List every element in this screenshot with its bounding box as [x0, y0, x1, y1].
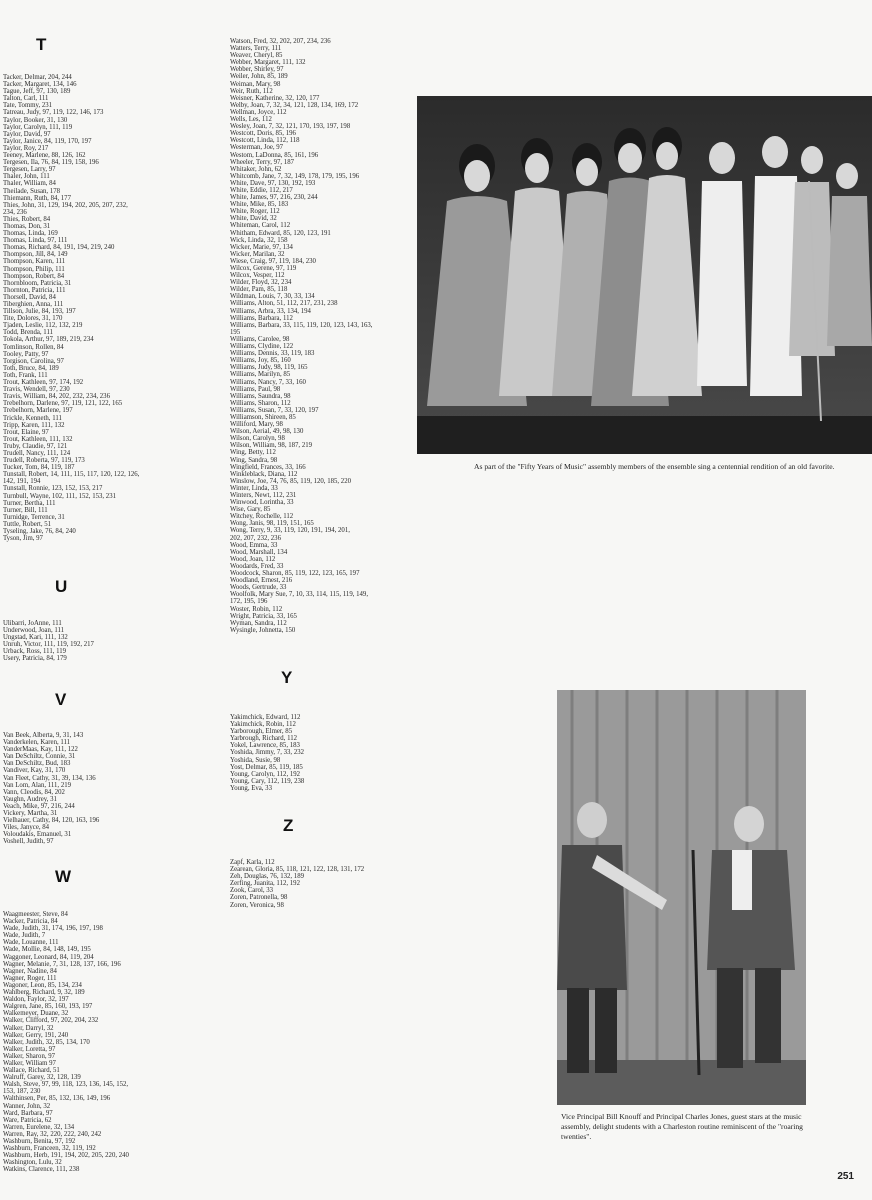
- index-entry: Westcott, Linda, 112, 118: [230, 137, 300, 145]
- index-entry: Whiteman, Carol, 112: [230, 222, 291, 230]
- index-entry: 172, 195, 196: [230, 598, 268, 606]
- index-entry: Zoren, Patronella, 98: [230, 894, 288, 902]
- index-entry: Tomlinson, Rollen, 84: [3, 343, 64, 351]
- index-entry: White, David, 32: [230, 215, 277, 223]
- name-list-z: [230, 859, 364, 909]
- index-entry: Tergesen, Ila, 76, 84, 119, 158, 196: [3, 159, 99, 167]
- index-entry: Woodland, Ernest, 216: [230, 577, 293, 585]
- index-entry: Wright, Patricia, 33, 165: [230, 612, 297, 620]
- index-entry: Wilder, Pam, 85, 118: [230, 286, 288, 294]
- index-entry: Tacker, Margaret, 134, 146: [3, 81, 77, 89]
- name-list-u: [3, 620, 94, 663]
- index-entry: Zook, Carol, 33: [230, 887, 274, 895]
- section-letter-w: W: [55, 867, 72, 886]
- index-entry: Wagner, Melanie, 7, 31, 128, 137, 166, 196: [3, 960, 121, 968]
- index-entry: Taylor, Roy, 217: [3, 144, 49, 152]
- index-entry: Turner, Bertha, 111: [3, 499, 56, 507]
- index-entry: Williamson, Shireen, 85: [230, 413, 296, 421]
- index-entry: Yokel, Lawrence, 85, 183: [230, 742, 300, 750]
- index-entry: Watson, Fred, 32, 202, 207, 234, 236: [230, 38, 331, 45]
- index-entry: Vann, Cleodis, 84, 202: [3, 788, 65, 796]
- index-entry: Wesley, Joan, 7, 32, 121, 170, 193, 197, 198: [230, 123, 351, 131]
- index-entry: Tatreau, Judy, 97, 119, 122, 146, 173: [3, 109, 104, 117]
- index-entry: Trout, Elaine, 97: [3, 428, 49, 436]
- index-entry: Woodcock, Sharon, 85, 119, 122, 123, 165, 197: [230, 570, 360, 578]
- index-entry: Williams, Joy, 85, 160: [230, 357, 291, 365]
- index-entry: Williams, Clydine, 122: [230, 343, 294, 351]
- index-entry: Thompson, Karen, 111: [3, 258, 66, 266]
- index-entry: Wagner, Nadine, 84: [3, 967, 57, 975]
- section-letter-t: T: [36, 35, 47, 54]
- index-entry: Vielhauer, Cathy, 84, 120, 163, 196: [3, 817, 100, 825]
- index-entry: Trickle, Kenneth, 111: [3, 414, 62, 422]
- index-entry: Tite, Dolores, 31, 170: [3, 315, 63, 323]
- index-entry: Wells, Les, 112: [230, 116, 272, 124]
- index-entry: Walker, Darryl, 32: [3, 1024, 54, 1032]
- index-entry: Wilcox, Gerene, 97, 119: [230, 265, 297, 272]
- index-entry: Wicker, Marilan, 32: [230, 250, 285, 258]
- index-entry: Unruh, Victor, 111, 119, 192, 217: [3, 641, 94, 649]
- index-entry: Wood, Marshall, 134: [230, 548, 288, 556]
- index-entry: Zearean, Gloria, 85, 118, 121, 122, 128, 131, 172: [230, 866, 365, 874]
- index-entry: Thiemann, Ruth, 84, 177: [3, 194, 71, 202]
- index-entry: Thaler, John, 111: [3, 173, 50, 181]
- index-entry: Van Fleet, Cathy, 31, 39, 134, 136: [3, 774, 96, 782]
- index-entry: Tuttle, Robert, 51: [3, 520, 52, 528]
- index-entry: Wilder, Floyd, 32, 234: [230, 279, 292, 287]
- index-entry: Underwood, Joan, 111: [3, 627, 65, 635]
- index-entry: White, Dave, 97, 130, 192, 193: [230, 179, 316, 187]
- index-entry: Taylor, Carolyn, 111, 119: [3, 123, 73, 131]
- index-entry: Tacker, Delmar, 204, 244: [3, 74, 72, 81]
- index-entry: Walgren, Jane, 85, 160, 193, 197: [3, 1003, 93, 1011]
- index-entry: Walker, William 97: [3, 1059, 56, 1067]
- index-entry: Weaver, Cheryl, 85: [230, 52, 283, 60]
- index-entry: Washburn, Herb, 191, 194, 202, 205, 220, 240: [3, 1152, 129, 1160]
- index-entry: Walsh, Steve, 97, 99, 118, 123, 136, 145, 152,: [3, 1081, 129, 1089]
- index-entry: Turnbull, Wayne, 102, 111, 152, 153, 231: [3, 492, 116, 500]
- index-entry: Williams, Carolee, 98: [230, 335, 290, 343]
- index-entry: Washburn, Benita, 97, 192: [3, 1138, 76, 1145]
- index-entry: Truby, Claudie, 97, 121: [3, 442, 68, 450]
- index-entry: Woods, Gertrude, 33: [230, 584, 287, 592]
- index-entry: Winters, Newt, 112, 231: [230, 492, 297, 499]
- index-entry: Wise, Gary, 85: [230, 506, 271, 514]
- index-entry: Yarborough, Elmer, 85: [230, 728, 293, 736]
- index-entry: Wahlberg, Richard, 9, 32, 189: [3, 989, 85, 997]
- index-entry: Taylor, Booker, 31, 130: [3, 116, 68, 124]
- index-entry: Torgison, Carolina, 97: [3, 357, 64, 365]
- index-entry: Ulibarri, JoAnne, 111: [3, 620, 62, 627]
- index-entry: Tunstall, Ronnie, 123, 152, 153, 217: [3, 485, 103, 493]
- choir-photo-caption: As part of the "Fifty Years of Music" assembly members of the ensemble sing a centennial rendition of an old favorite.: [474, 462, 835, 471]
- index-entry: Wildman, Louis, 7, 30, 33, 134: [230, 293, 315, 301]
- index-entry: Williams, Saundra, 98: [230, 392, 291, 400]
- index-entry: Vickery, Martha, 31: [3, 810, 58, 818]
- index-entry: Tucker, Tom, 84, 119, 187: [3, 464, 75, 472]
- index-entry: Thies, Robert, 84: [3, 215, 51, 223]
- name-list-y: [230, 714, 304, 792]
- index-entry: White, Mike, 85, 183: [230, 201, 289, 209]
- index-entry: Trebelhorn, Marlene, 197: [3, 407, 73, 415]
- index-entry: 234, 236: [3, 208, 27, 216]
- index-entry: Wade, Judith, 31, 174, 196, 197, 198: [3, 925, 103, 933]
- index-entry: Young, Cary, 112, 119, 238: [230, 777, 305, 785]
- index-entry: Watters, Terry, 111: [230, 45, 282, 53]
- index-entry: VanderMaas, Kay, 111, 122: [3, 746, 78, 754]
- index-entry: Thomas, Linda, 97, 111: [3, 237, 68, 245]
- choir-photo: [417, 96, 872, 454]
- index-entry: Walker, Loretta, 97: [3, 1045, 56, 1053]
- index-entry: Urback, Ross, 111, 119: [3, 648, 67, 656]
- index-entry: Vandiver, Kay, 31, 170: [3, 767, 66, 775]
- index-entry: Tooley, Patty, 97: [3, 350, 49, 358]
- index-entry: Woodards, Fred, 33: [230, 562, 284, 570]
- index-entry: Weir, Ruth, 112: [230, 87, 273, 95]
- index-entry: Williams, Nancy, 7, 33, 160: [230, 378, 306, 386]
- section-letter-v: V: [55, 690, 67, 709]
- index-entry: Wheeler, Terry, 97, 187: [230, 158, 294, 166]
- index-entry: Wick, Linda, 32, 158: [230, 236, 288, 244]
- index-entry: Wysingle, Johnetta, 150: [230, 626, 296, 634]
- index-entry: Wellman, Joyce, 112: [230, 108, 287, 116]
- index-entry: Thompson, Jill, 84, 149: [3, 251, 68, 259]
- index-entry: Todd, Brenda, 111: [3, 329, 53, 337]
- index-entry: Wilson, William, 98, 187, 219: [230, 442, 313, 450]
- index-entry: Whitham, Edward, 85, 120, 123, 191: [230, 229, 331, 237]
- index-entry: Watkins, Clarence, 111, 238: [3, 1166, 80, 1174]
- index-entry: Weiman, Mary, 98: [230, 80, 281, 88]
- index-entry: Walkemeyer, Duane, 32: [3, 1010, 69, 1018]
- index-entry: Van DeSchiltz, Connie, 31: [3, 753, 76, 761]
- index-entry: Witchey, Rochelle, 112: [230, 513, 294, 521]
- name-list-w: [3, 911, 129, 1173]
- index-entry: Vanderkelen, Karen, 111: [3, 739, 71, 747]
- index-entry: Wanner, John, 32: [3, 1102, 51, 1110]
- index-entry: White, Eddie, 112, 217: [230, 186, 293, 194]
- index-entry: Usery, Patricia, 84, 179: [3, 655, 67, 663]
- index-entry: Veach, Mike, 97, 216, 244: [3, 802, 75, 810]
- index-entry: Webber, Shirley, 97: [230, 66, 284, 74]
- index-entry: Trudell, Nancy, 111, 124: [3, 449, 71, 457]
- index-entry: Wong, Janis, 98, 119, 151, 165: [230, 520, 314, 528]
- index-entry: Viles, Janyce, 84: [3, 824, 50, 832]
- index-entry: Winslow, Joe, 74, 76, 85, 119, 120, 185, 220: [230, 477, 351, 485]
- index-entry: White, James, 97, 216, 230, 244: [230, 194, 318, 202]
- index-entry: Taylor, David, 97: [3, 130, 51, 138]
- index-entry: Teeney, Marlene, 88, 126, 162: [3, 152, 86, 160]
- index-entry: Winter, Linda, 33: [230, 484, 278, 492]
- index-entry: Travis, William, 84, 202, 232, 234, 236: [3, 393, 110, 401]
- index-entry: Wing, Betty, 112: [230, 449, 276, 457]
- index-entry: Wade, Judith, 7: [3, 932, 46, 940]
- index-entry: Tillson, Julie, 84, 193, 197: [3, 308, 76, 316]
- index-entry: Welby, Joan, 7, 32, 34, 121, 128, 134, 169, 172: [230, 101, 359, 109]
- index-entry: Woolfolk, Mary Sue, 7, 10, 33, 114, 115, 119, 149,: [230, 591, 369, 599]
- index-entry: Thornbloom, Patricia, 31: [3, 279, 72, 287]
- index-entry: Winkleblack, Diana, 112: [230, 470, 298, 478]
- index-entry: White, Roger, 112: [230, 208, 280, 216]
- index-entry: Thomas, Don, 31: [3, 222, 51, 230]
- index-entry: Washburn, Franceen, 32, 119, 192: [3, 1145, 96, 1153]
- index-entry: Theilade, Susan, 178: [3, 187, 61, 195]
- index-entry: Thomas, Richard, 84, 191, 194, 219, 240: [3, 244, 115, 252]
- index-entry: Thornton, Patricia, 111: [3, 286, 66, 294]
- index-entry: Tunstall, Robert, 14, 111, 115, 117, 120, 122, 126,: [3, 471, 140, 479]
- index-entry: 195: [230, 328, 241, 336]
- index-entry: Tergesen, Larry, 97: [3, 166, 56, 174]
- index-entry: Taylor, Janice, 84, 119, 170, 197: [3, 137, 92, 145]
- index-entry: Wingfield, Frances, 33, 166: [230, 463, 306, 471]
- page-number: 251: [837, 1171, 854, 1182]
- index-entry: Waldon, Faylor, 32, 197: [3, 996, 69, 1004]
- principals-photo: [557, 690, 806, 1105]
- index-entry: Trudell, Roberta, 97, 119, 173: [3, 457, 85, 465]
- index-entry: Wagner, Roger, 111: [3, 974, 57, 982]
- index-entry: Wade, Mollie, 84, 148, 149, 195: [3, 946, 91, 954]
- index-entry: Tyson, Jim, 97: [3, 535, 43, 543]
- index-entry: Zapf, Karla, 112: [230, 859, 275, 866]
- index-entry: 142, 191, 194: [3, 478, 41, 486]
- index-entry: Voshell, Judith, 97: [3, 838, 54, 846]
- index-entry: 202, 207, 232, 236: [230, 534, 281, 542]
- index-entry: Williams, Marilyn, 85: [230, 371, 291, 379]
- index-entry: Ungstad, Kari, 111, 132: [3, 634, 68, 642]
- index-entry: 153, 187, 230: [3, 1088, 41, 1096]
- index-entry: Warren, Ray, 32, 220, 222, 240, 242: [3, 1130, 102, 1138]
- index-entry: Toth, Frank, 111: [3, 371, 48, 379]
- index-entry: Wilson, Carolyn, 98: [230, 435, 285, 443]
- index-entry: Tjaden, Leslie, 112, 132, 219: [3, 322, 83, 330]
- index-entry: Yoshida, Susie, 98: [230, 756, 281, 764]
- index-entry: Waagmeester, Steve, 84: [3, 911, 68, 918]
- index-entry: Trout, Kathleen, 111, 132: [3, 435, 73, 443]
- index-entry: Wicker, Marie, 97, 134: [230, 243, 293, 251]
- index-entry: Tyseling, Jake, 76, 84, 240: [3, 528, 76, 535]
- index-entry: Yost, Delmar, 85, 119, 185: [230, 763, 303, 771]
- index-entry: Ware, Patricia, 62: [3, 1116, 52, 1124]
- index-entry: Wallace, Richard, 51: [3, 1067, 60, 1075]
- name-list-w-continued: [230, 38, 373, 634]
- index-entry: Wade, Louanne, 111: [3, 939, 59, 947]
- index-entry: Young, Eva, 33: [230, 784, 272, 792]
- index-entry: Thompson, Philip, 111: [3, 265, 65, 273]
- index-entry: Williams, Susan, 7, 33, 120, 197: [230, 406, 319, 414]
- index-entry: Tate, Tommy, 231: [3, 102, 53, 110]
- index-entry: Tokola, Arthur, 97, 189, 219, 234: [3, 336, 94, 344]
- index-entry: Weisner, Katherine, 32, 120, 177: [230, 94, 320, 102]
- index-entry: Trout, Kathleen, 97, 174, 192: [3, 379, 84, 387]
- index-entry: Tripp, Karen, 111, 132: [3, 421, 65, 429]
- index-entry: Walker, Sharon, 97: [3, 1052, 56, 1060]
- section-letter-u: U: [55, 577, 68, 596]
- index-entry: Williams, Judy, 98, 119, 165: [230, 364, 308, 372]
- section-letter-z: Z: [283, 816, 294, 835]
- index-entry: Yakimchick, Edward, 112: [230, 714, 301, 721]
- index-entry: Trebelhorn, Darlene, 97, 119, 121, 122, 165: [3, 400, 123, 408]
- index-entry: Wilcox, Vesper, 112: [230, 272, 285, 280]
- index-entry: Williams, Alton, 51, 112, 217, 231, 238: [230, 300, 338, 308]
- index-entry: Thaler, William, 84: [3, 180, 56, 188]
- index-entry: Williams, Sharon, 112: [230, 399, 291, 407]
- index-entry: Tague, Jeff, 97, 130, 189: [3, 88, 71, 96]
- index-entry: Walker, Clifford, 97, 202, 204, 232: [3, 1017, 99, 1025]
- index-entry: Wood, Emma, 33: [230, 541, 278, 549]
- index-entry: Walruff, Garey, 32, 128, 139: [3, 1074, 81, 1082]
- index-entry: Williams, Barbara, 112: [230, 314, 293, 322]
- index-entry: Woster, Robin, 112: [230, 605, 283, 613]
- index-entry: Wiese, Craig, 97, 119, 184, 230: [230, 257, 316, 265]
- index-entry: Voloudakis, Emanuel, 31: [3, 831, 72, 839]
- index-entry: Westom, LaDonna, 85, 161, 196: [230, 151, 319, 159]
- index-entry: Wacker, Patricia, 84: [3, 918, 58, 926]
- index-entry: Warren, Eurelene, 32, 134: [3, 1123, 75, 1131]
- index-entry: Williams, Paul, 98: [230, 385, 281, 393]
- index-entry: Wood, Joan, 112: [230, 555, 276, 563]
- index-entry: Waggoner, Leonard, 84, 119, 204: [3, 953, 94, 961]
- index-entry: Williams, Dennis, 33, 119, 183: [230, 350, 315, 358]
- index-entry: Williams, Arbra, 33, 134, 194: [230, 307, 311, 315]
- index-entry: Tiberghien, Anna, 111: [3, 301, 64, 308]
- name-list-v: [3, 732, 99, 846]
- index-entry: Thomas, Linda, 169: [3, 230, 58, 238]
- index-entry: Walker, Gerry, 191, 240: [3, 1031, 69, 1039]
- name-list-t: [3, 74, 139, 542]
- index-entry: Thies, John, 31, 129, 194, 202, 205, 207, 232,: [3, 201, 128, 209]
- index-entry: Van DeSchiltz, Bud, 183: [3, 760, 71, 768]
- index-entry: Talton, Carl, 111: [3, 95, 49, 103]
- index-entry: Ward, Barbara, 97: [3, 1109, 53, 1117]
- index-entry: Turner, Bill, 111: [3, 506, 48, 514]
- index-entry: Van Beek, Alberta, 9, 31, 143: [3, 732, 84, 739]
- index-entry: Turnidge, Terrence, 31: [3, 513, 65, 521]
- index-entry: Wagoner, Leon, 85, 134, 234: [3, 981, 82, 989]
- index-entry: Vaughn, Audrey, 31: [3, 795, 57, 803]
- index-entry: Wilson, Aerial, 49, 98, 130: [230, 428, 304, 436]
- index-entry: Weiler, John, 85, 189: [230, 73, 288, 81]
- index-entry: Williams, Barbara, 33, 115, 119, 120, 123, 143, 163,: [230, 321, 373, 329]
- index-entry: Zoren, Veronica, 98: [230, 901, 284, 909]
- section-letter-y: Y: [281, 668, 293, 687]
- principals-photo-caption: Vice Principal Bill Knouff and Principal Charles Jones, guest stars at the music assembly, delight students with a Charleston routine reminiscent of the "roaring twenties".: [561, 1112, 803, 1141]
- index-entry: Yoshida, Jimmy, 7, 33, 232: [230, 749, 305, 757]
- index-entry: Westcott, Doris, 85, 196: [230, 130, 296, 138]
- index-entry: Washington, Lulu, 32: [3, 1159, 62, 1167]
- index-entry: Yakimchick, Robin, 112: [230, 721, 296, 729]
- index-entry: Wyman, Sandra, 112: [230, 619, 287, 627]
- index-entry: Zerfing, Juanita, 112, 192: [230, 880, 300, 888]
- index-entry: Van Lom, Alan, 111, 219: [3, 781, 72, 789]
- index-entry: Toth, Bruce, 84, 189: [3, 364, 59, 372]
- index-entry: Westerman, Joe, 97: [230, 144, 284, 152]
- index-entry: Walker, Judith, 32, 85, 134, 170: [3, 1038, 90, 1046]
- index-entry: Travis, Wendell, 97, 230: [3, 386, 70, 394]
- index-entry: Thompson, Robert, 84: [3, 272, 65, 280]
- index-entry: Walthinsen, Per, 85, 132, 136, 149, 196: [3, 1095, 111, 1103]
- index-entry: Winwood, Lorintha, 33: [230, 499, 294, 507]
- index-entry: Williford, Mary, 98: [230, 421, 283, 429]
- index-entry: Young, Carolyn, 112, 192: [230, 770, 301, 778]
- index-entry: Wong, Terry, 9, 33, 119, 120, 191, 194, 201,: [230, 527, 350, 535]
- index-entry: Thorsell, David, 84: [3, 293, 56, 301]
- index-entry: Webber, Margaret, 111, 132: [230, 59, 306, 67]
- index-entry: Wing, Sandra, 98: [230, 456, 278, 464]
- index-entry: Yarbrough, Richard, 112: [230, 735, 298, 743]
- index-entry: Whitcomb, Jane, 7, 32, 149, 178, 179, 195, 196: [230, 172, 360, 180]
- index-entry: Zeh, Douglas, 76, 132, 189: [230, 873, 305, 881]
- index-entry: Whitaker, John, 62: [230, 165, 282, 173]
